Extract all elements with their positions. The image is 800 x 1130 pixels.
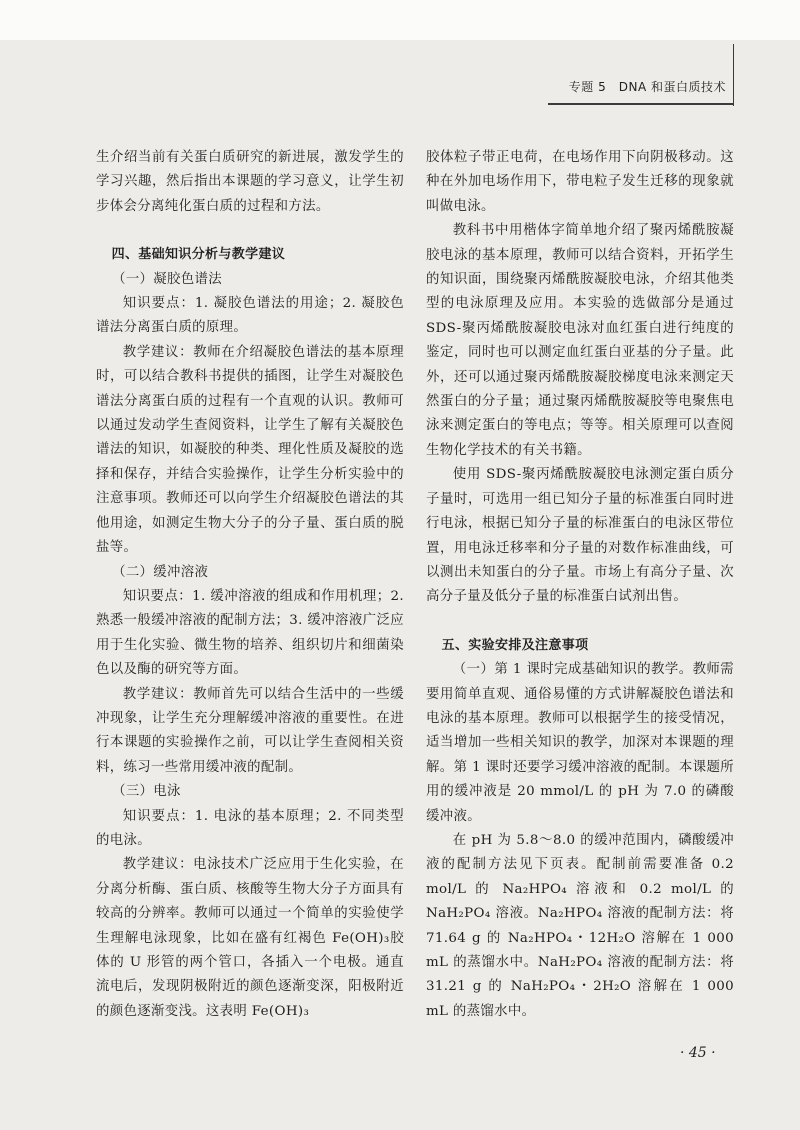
paragraph: 教学建议：教师首先可以结合生活中的一些缓冲现象，让学生充分理解缓冲溶液的重要性。在进行本课题的实验操作之前，可以让学生查阅相关资料，练习一些常用缓冲液的配制。 (96, 686, 404, 775)
paragraph: 胶体粒子带正电荷，在电场作用下向阴极移动。这种在外加电场作用下，带电粒子发生迁移的现象就叫做电泳。 (426, 150, 734, 214)
header-rule-horizontal (548, 103, 734, 105)
paragraph: 教学建议：电泳技术广泛应用于生化实验，在分离分析酶、蛋白质、核酸等生物大分子方面具有较高的分辨率。教师可以通过一个简单的实验使学生理解电泳现象，比如在盛有红褐色 Fe(OH)₃胶体的 U 形管的两个管口，各插入一个电极。通直流电后，发现阴极附近的颜色逐渐变深，阳极附近的颜色逐渐变浅。这表明 Fe(OH)₃ (96, 857, 404, 1019)
left-column (96, 146, 404, 1024)
paragraph: 知识要点：1. 电泳的基本原理；2. 不同类型的电泳。 (96, 808, 404, 848)
paragraph: 知识要点：1. 缓冲溶液的组成和作用机理；2. 熟悉一般缓冲溶液的配制方法；3. 缓冲溶液广泛应用于生化实验、微生物的培养、组织切片和细菌染色以及酶的研究等方面。 (96, 588, 404, 678)
paragraph: 生介绍当前有关蛋白质研究的新进展，激发学生的学习兴趣，然后指出本课题的学习意义，让学生初步体会分离纯化蛋白质的过程和方法。 (96, 150, 404, 214)
right-column (426, 146, 734, 1024)
section-heading-4: 四、基础知识分析与教学建议 (111, 247, 286, 263)
page-number: · 45 · (680, 1045, 716, 1061)
subheading-buffer-solution: （二）缓冲溶液 (112, 564, 209, 580)
scan-margin (0, 0, 800, 40)
paragraph: 使用 SDS-聚丙烯酰胺凝胶电泳测定蛋白质分子量时，可选用一组已知分子量的标准蛋白同时进行电泳，根据已知分子量的标准蛋白的电泳区带位置，用电泳迁移率和分子量的对数作标准曲线，可以测出未知蛋白的分子量。市场上有高分子量、次高分子量及低分子量的标准蛋白试剂出售。 (426, 467, 734, 605)
header-rule-vertical (733, 44, 734, 106)
subheading-gel-chromatography: （一）凝胶色谱法 (112, 271, 223, 287)
paragraph: （一）第 1 课时完成基础知识的教学。教师需要用简单直观、通俗易懂的方式讲解凝胶色谱法和电泳的基本原理。教师可以根据学生的接受情况，适当增加一些相关知识的教学，加深对本课题的理解。第 1 课时还要学习缓冲溶液的配制。本课题所用的缓冲液是 20 mmol/L 的 pH 为 7.0 的磷酸缓冲液。 (426, 662, 734, 824)
running-header: 专题 5 DNA 和蛋白质技术 (568, 80, 726, 94)
paragraph: 在 pH 为 5.8～8.0 的缓冲范围内，磷酸缓冲液的配制方法见下页表。配制前需要准备 0.2 mol/L 的 Na₂HPO₄ 溶液和 0.2 mol/L 的 NaH₂PO₄ 溶液。Na₂HPO₄ 溶液的配制方法：将 71.64 g 的 Na₂HPO₄・12H₂O 溶解在 1 000 mL 的蒸馏水中。NaH₂PO₄ 溶液的配制方法：将 31.21 g 的 NaH₂PO₄・2H₂O 溶解在 1 000 mL 的蒸馏水中。 (426, 832, 734, 1019)
paragraph: 教学建议：教师在介绍凝胶色谱法的基本原理时，可以结合教科书提供的插图，让学生对凝胶色谱法分离蛋白质的过程有一个直观的认识。教师可以通过发动学生查阅资料，让学生了解有关凝胶色谱法的知识，如凝胶的种类、理化性质及凝胶的选择和保存，并结合实验操作，让学生分析实验中的注意事项。教师还可以向学生介绍凝胶色谱法的其他用途，如测定生物大分子的分子量、蛋白质的脱盐等。 (96, 344, 404, 556)
section-heading-5: 五、实验安排及注意事项 (441, 637, 589, 653)
subheading-electrophoresis: （三）电泳 (112, 784, 181, 800)
paragraph: 教科书中用楷体字简单地介绍了聚丙烯酰胺凝胶电泳的基本原理，教师可以结合资料，开拓学生的知识面，围绕聚丙烯酰胺凝胶电泳，介绍其他类型的电泳原理及应用。本实验的选做部分是通过 SDS-聚丙烯酰胺凝胶电泳对血红蛋白进行纯度的鉴定，同时也可以测定血红蛋白亚基的分子量。此外，还可以通过聚丙烯酰胺凝胶梯度电泳来测定天然蛋白的分子量；通过聚丙烯酰胺凝胶等电聚焦电泳来测定蛋白的等电点；等等。相关原理可以查阅生物化学技术的有关书籍。 (426, 223, 734, 458)
paragraph: 知识要点：1. 凝胶色谱法的用途；2. 凝胶色谱法分离蛋白质的原理。 (96, 296, 404, 336)
